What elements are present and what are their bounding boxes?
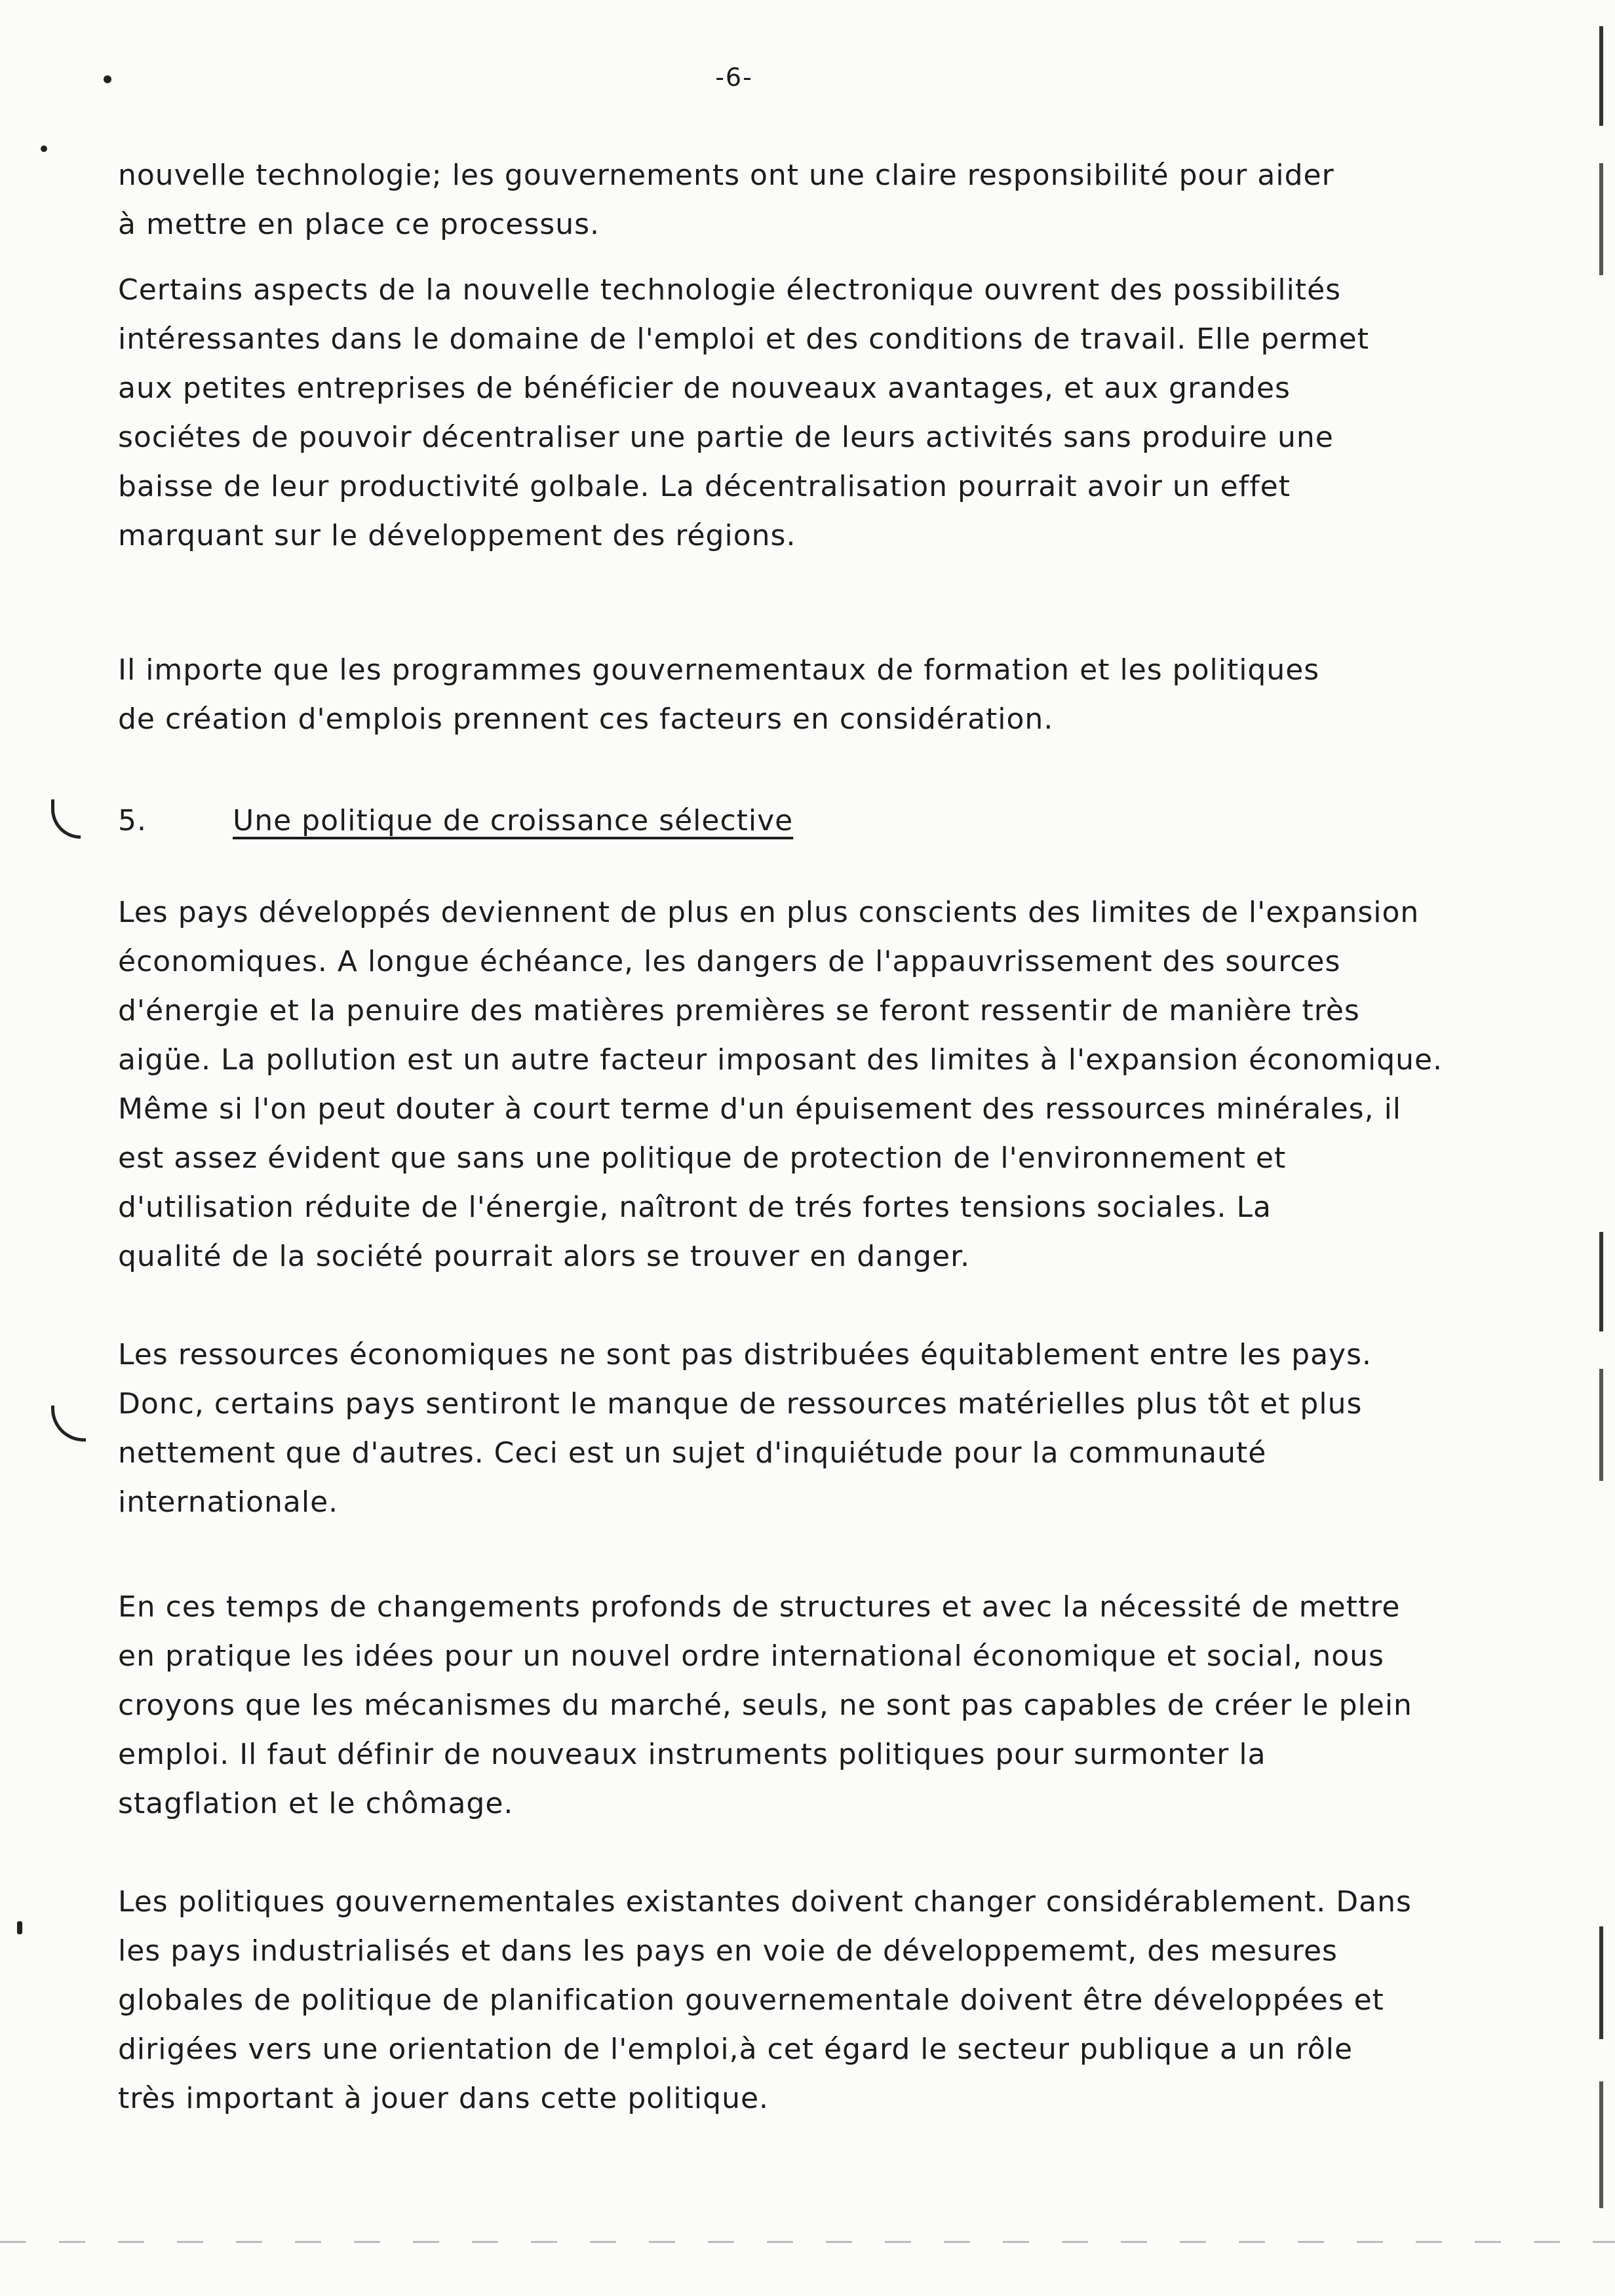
paragraph-2: Certains aspects de la nouvelle technologie électronique ouvrent des possibilités intéressantes dans le domaine de l'emploi et des conditions de travail. Elle permet aux petites entreprises de bénéficier de nouveaux avantages, et aux grandes sociétes de pouvoir décentraliser une partie de leurs activités sans produire une baisse de leur productivité golbale. La décentralisation pourrait avoir un effet marquant sur le développement des régions. — [118, 273, 1369, 552]
section-title: Une politique de croissance sélective — [233, 804, 794, 837]
paragraph-5: Les ressources économiques ne sont pas distribuées équitablement entre les pays. Donc, certains pays sentiront le manque de ressources matérielles plus tôt et plus nettement que d'autres. Ceci est un sujet d'inquiétude pour la communauté internationale. — [118, 1338, 1372, 1519]
scan-edge-shadow — [1599, 26, 1603, 275]
margin-bracket-mark — [51, 1406, 86, 1442]
page-number: -6- — [715, 63, 753, 92]
paragraph-6: En ces temps de changements profonds de structures et avec la nécessité de mettre en pratique les idées pour un nouvel ordre international économique et social, nous croyons que les mécanismes du marché, seuls, ne sont pas capables de créer le plein emploi. Il faut définir de nouveaux instruments politiques pour surmonter la stagflation et le chômage. — [118, 1590, 1412, 1820]
paragraph-3: Il importe que les programmes gouvernementaux de formation et les politiques de création d'emplois prennent ces facteurs en considération. — [118, 653, 1320, 736]
scan-speck — [41, 145, 47, 152]
scan-speck — [104, 75, 111, 83]
paragraph-1: nouvelle technologie; les gouvernements ont une claire responsibilité pour aider à mettre en place ce processus. — [118, 159, 1334, 241]
scan-edge-shadow — [1599, 1232, 1603, 1481]
scan-edge-shadow — [1599, 1926, 1603, 2208]
scan-speck — [17, 1921, 22, 1934]
paragraph-4: Les pays développés deviennent de plus en plus conscients des limites de l'expansion économiques. A longue échéance, les dangers de l'appauvrissement des sources d'énergie et la penuire des matières premières se feront ressentir de manière très aigüe. La pollution est un autre facteur imposant des limites à l'expansion économique. Même si l'on peut douter à court terme d'un épuisement des ressources minérales, il est assez évident que sans une politique de protection de l'environnement et d'utilisation réduite de l'énergie, naîtront de trés fortes tensions sociales. La qualité de la société pourrait alors se trouver en danger. — [118, 896, 1443, 1273]
section-number: 5. — [118, 804, 147, 837]
paragraph-7: Les politiques gouvernementales existantes doivent changer considérablement. Dans les pays industrialisés et dans les pays en voie de développememt, des mesures globales de politique de planification gouvernementale doivent être développées et dirigées vers une orientation de l'emploi,à cet égard le secteur publique a un rôle très important à jouer dans cette politique. — [118, 1885, 1412, 2115]
section-heading — [118, 796, 793, 845]
margin-bracket-mark — [51, 799, 81, 839]
scan-bottom-rule — [0, 2241, 1615, 2243]
